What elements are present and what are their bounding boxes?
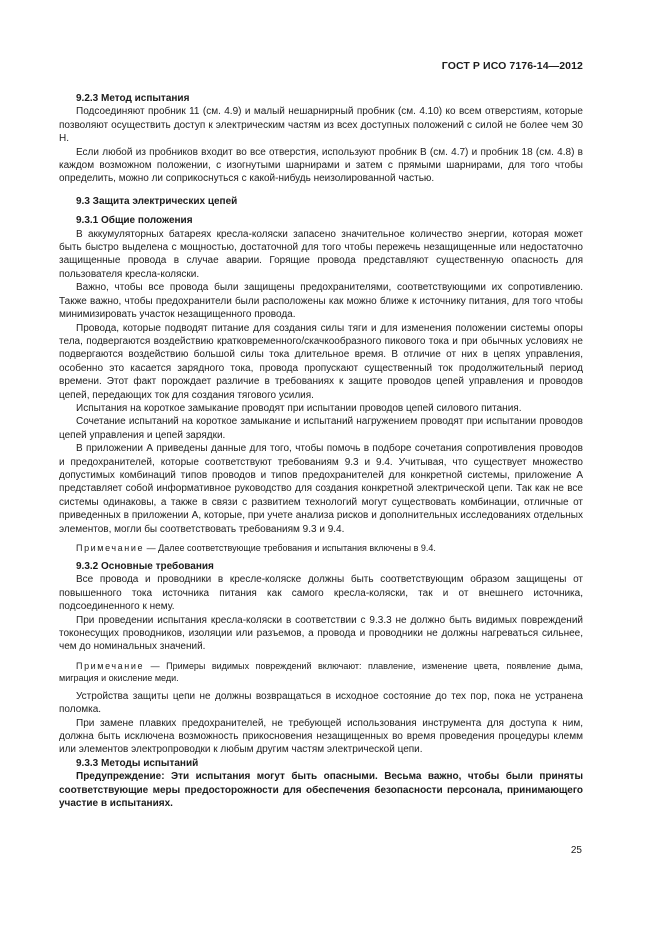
- paragraph: Устройства защиты цепи не должны возвращаться в исходное состояние до тех пор, пока не устранена поломка.: [59, 690, 583, 716]
- paragraph: В приложении А приведены данные для того, чтобы помочь в подборе сочетания сопротивления проводов и предохранителей, которые соответствуют требованиям 9.3 и 9.4. Учитывая, что существует множество допустимых комбинаций типов проводов и типов предохранителей для конкретной системы, приложение А представляет собой информативное руководство для создания конкретной электрической цепи. Так как не все системы одинаковы, а также в связи с развитием технологий могут существовать комбинации, отличные от приведенных в приложении А, которые, при учете анализа рисков и дополнительных исследованиях отдельных элементов, могли бы соответствовать требованиям 9.3 и 9.4.: [59, 443, 583, 535]
- paragraph: Все провода и проводники в кресле-коляске должны быть соответствующим образом защищены от повышенного тока источника питания как самого кресла-коляски, так и от внешнего источника, подсоединенного к нему.: [59, 574, 583, 613]
- paragraph: Провода, которые подводят питание для создания силы тяги и для изменения положении системы опоры тела, подвергаются воздействию кратковременного/скачкообразного пикового тока и при обычных условиях не подвергаются воздействию большой силы тока длительное время. В отличие от них в цепях управления, особенно это касается зарядного тока, провода пропускают существенный ток продолжительный период времени. Этот факт порождает различие в требованиях к защите проводов цепей управления и проводов цепей, передающих ток для создания тягового усилия.: [59, 322, 583, 401]
- note: [59, 660, 583, 684]
- section-title-9-3: 9.3 Защита электрических цепей: [76, 195, 238, 207]
- page-number: 25: [570, 845, 582, 856]
- section-title-9-2-3: 9.2.3 Метод испытания: [76, 93, 190, 104]
- paragraph: Если любой из пробников входит во все отверстия, используют пробник В (см. 4.7) и пробник 18 (см. 4.8) в каждом возможном положении, с изогнутыми шарнирами и затем с прямыми шарнирами, для того чтобы определить, можно ли соприкоснуться с какой-нибудь неизолированной частью.: [59, 146, 583, 185]
- note-label: Примечание: [76, 543, 145, 553]
- paragraph: При проведении испытания кресла-коляски в соответствии с 9.3.3 не должно быть видимых повреждений токонесущих проводников, изоляции или разъемов, а провода и проводники не должны нагреваться сильнее, чем до номинальных значений.: [59, 614, 583, 653]
- document-code: ГОСТ Р ИСО 7176-14—2012: [441, 60, 583, 72]
- note-text: — Примеры видимых повреждений включают: плавление, изменение цвета, появление дыма, миграция и окисление меди.: [59, 660, 583, 683]
- section-title-9-3-1: 9.3.1 Общие положения: [76, 215, 193, 227]
- paragraph: В аккумуляторных батареях кресла-коляски запасено значительное количество энергии, которая может быть быстро выделена с мощностью, достаточной для того чтобы пережечь незащищенные или недостаточно защищенные провода в случае аварии. Горящие провода представляют существенную опасность для пользователя кресла-коляски.: [59, 228, 583, 280]
- paragraph: Сочетание испытаний на короткое замыкание и испытаний нагружением проводят при испытании проводов цепей управления и цепей зарядки.: [59, 416, 583, 441]
- section-title-9-3-2: 9.3.2 Основные требования: [76, 561, 214, 572]
- paragraph: Важно, чтобы все провода были защищены предохранителями, соответствующими их сопротивлению. Также важно, чтобы предохранители были расположены как можно ближе к источнику питания, для того чтобы минимизировать участок незащищенного провода.: [59, 282, 583, 321]
- paragraph: При замене плавких предохранителей, не требующей использования инструмента для доступа к ним, должна быть исключена возможность прикосновения незащищенных во время проведения процедуры клемм или элементов электропроводки к любым другим частям электрической цепи.: [59, 717, 583, 756]
- warning-paragraph: Предупреждение: Эти испытания могут быть опасными. Весьма важно, чтобы были приняты соответствующие меры предосторожности для обеспечения безопасности персонала, принимающего участие в испытаниях.: [59, 771, 583, 810]
- section-title-9-3-3: 9.3.3 Методы испытаний: [76, 757, 199, 769]
- note: [59, 542, 583, 554]
- paragraph: Подсоединяют пробник 11 (см. 4.9) и малый нешарнирный пробник (см. 4.10) ко всем отверстиям, которые позволяют осуществить доступ к электрическим частям из всех доступных положений с силой не более чем 30 Н.: [59, 106, 583, 145]
- page-body: [59, 92, 583, 811]
- note-text: — Далее соответствующие требования и испытания включены в 9.4.: [144, 543, 436, 553]
- note-label: Примечание: [76, 660, 145, 671]
- paragraph: Испытания на короткое замыкание проводят при испытании проводов цепей силового питания.: [76, 402, 522, 414]
